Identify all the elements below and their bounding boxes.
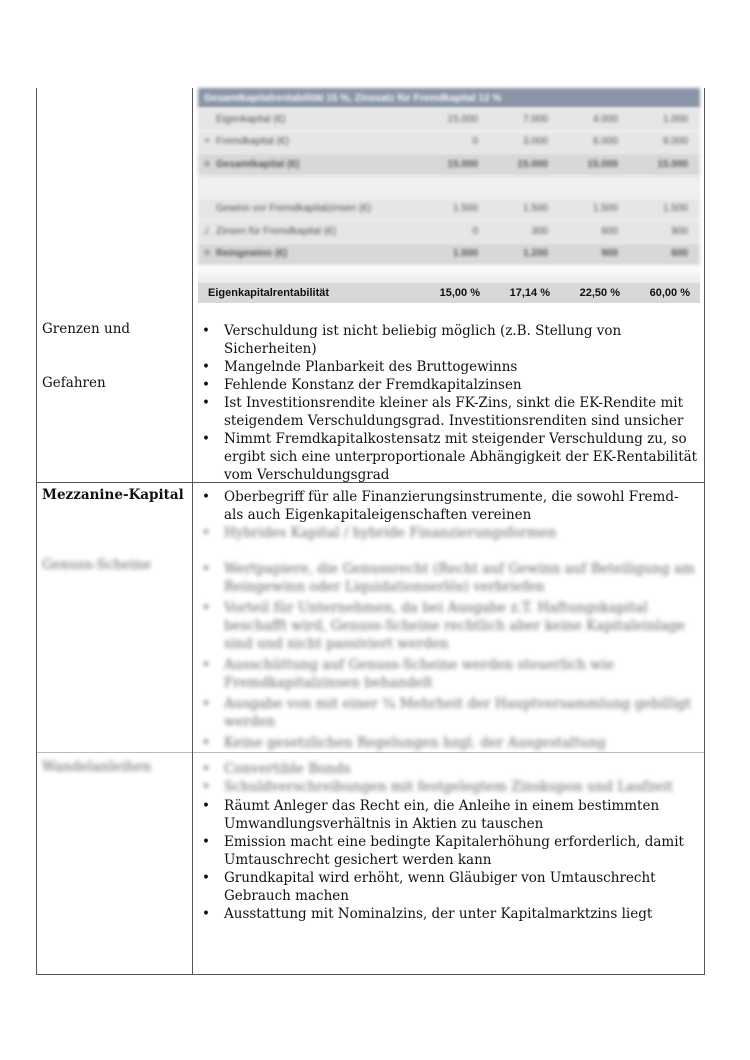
row-operator: ./. <box>202 225 212 237</box>
row-value: 4.000 <box>592 113 618 125</box>
table-row <box>198 153 700 176</box>
row-label: Gewinn vor Fremdkapitalzinsen (€) <box>216 203 372 215</box>
mezzanine-bullet-list <box>200 488 702 542</box>
list-item: • Vorteil für Unternehmen, da bei Ausgabe z.T. Haftungskapital beschafft wird, Genuss-Scheine rechtlich aber keine Kapitaleinlage sind und nicht passiviert werden <box>200 599 702 653</box>
wandel-blurred-bullets <box>200 760 702 796</box>
table-gap <box>198 176 700 198</box>
table-figure-header: Gesamtkapitalrentabilität 15 %, Zinssatz für Fremdkapital 12 % <box>198 88 700 108</box>
list-item: • Keine gesetzlichen Regelungen bzgl. der Ausgestaltung <box>200 734 702 752</box>
section-label-gefahren: Gefahren <box>42 375 106 391</box>
row-operator: = <box>204 158 210 170</box>
table-border-left <box>36 88 37 975</box>
list-item: • Schuldverschreibungen mit festgelegtem Zinskupon und Laufzeit <box>200 778 702 796</box>
list-item: • Oberbegriff für alle Finanzierungsinstrumente, die sowohl Fremd- als auch Eigenkapitaleigenschaften vereinen <box>200 488 702 524</box>
row-label: Reingewinn (€) <box>216 248 288 260</box>
equity-return-value: 60,00 % <box>649 287 690 299</box>
list-item: • Hybrides Kapital / hybride Finanzierungsformen <box>200 524 702 542</box>
row-value: 1.000 <box>662 113 688 125</box>
row-value: 900 <box>671 225 688 237</box>
row-value: 15.000 <box>587 158 618 170</box>
row-value: 6.000 <box>592 136 618 148</box>
list-item: • Grundkapital wird erhöht, wenn Gläubiger von Umtauschrecht Gebrauch machen <box>200 869 702 905</box>
row-value: 600 <box>601 225 618 237</box>
table-row <box>198 198 700 221</box>
section-label-grenzen: Grenzen und <box>42 321 131 337</box>
row-value: 300 <box>531 225 548 237</box>
equity-return-value: 15,00 % <box>439 287 480 299</box>
table-row <box>198 108 700 131</box>
row-value: 1.500 <box>522 203 548 215</box>
row-label: Eigenkapital (€) <box>216 113 286 125</box>
row-value: 1.500 <box>662 203 688 215</box>
row-operator: + <box>204 136 210 148</box>
equity-return-row <box>198 283 700 303</box>
section-label-mezzanine: Mezzanine-Kapital <box>42 487 184 503</box>
list-item: • Ausstattung mit Nominalzins, der unter Kapitalmarktzins liegt <box>200 905 702 923</box>
row-label: Zinsen für Fremdkapital (€) <box>216 225 337 237</box>
table-border-right <box>704 88 705 975</box>
list-item: • Wertpapiere, die Genussrecht (Recht auf Gewinn auf Beteiligung am Reingewinn oder Liquidationserlös) verbriefen <box>200 560 702 596</box>
leverage-table-figure <box>198 88 700 303</box>
list-item: • Verschuldung ist nicht beliebig möglich (z.B. Stellung von Sicherheiten) <box>200 322 702 358</box>
row-value: 1.500 <box>452 248 478 260</box>
list-item: • Mangelnde Planbarkeit des Bruttogewinns <box>200 358 702 376</box>
row-value: 1.200 <box>522 248 548 260</box>
section-label-genuss: Genuss-Scheine <box>42 557 152 573</box>
list-item: • Nimmt Fremdkapitalkostensatz mit steigender Verschuldung zu, so ergibt sich eine unterproportionale Abhängigkeit der EK-Rentabilität vom Verschuldungsgrad <box>200 430 702 484</box>
row-operator: = <box>204 248 210 260</box>
row-value: 15.000 <box>447 158 478 170</box>
row-value: 900 <box>601 248 618 260</box>
section-label-wandel: Wandelanleihen <box>42 759 152 775</box>
equity-return-value: 22,50 % <box>579 287 620 299</box>
table-border-bottom <box>36 974 705 975</box>
list-item: • Ausschüttung auf Genuss-Scheine werden steuerlich wie Fremdkapitalzinsen behandelt <box>200 656 702 692</box>
row-label: Gesamtkapital (€) <box>216 158 300 170</box>
grenzen-bullet-list <box>200 322 702 484</box>
row-value: 15.000 <box>447 113 478 125</box>
list-item: • Fehlende Konstanz der Fremdkapitalzinsen <box>200 376 702 394</box>
row-value: 0 <box>472 136 478 148</box>
equity-return-value: 17,14 % <box>509 287 550 299</box>
row-value: 3.000 <box>522 136 548 148</box>
wandel-bullet-list <box>200 797 702 923</box>
row-value: 9.000 <box>662 136 688 148</box>
row-value: 15.000 <box>657 158 688 170</box>
equity-return-label: Eigenkapitalrentabilität <box>208 287 330 299</box>
row-value: 15.000 <box>517 158 548 170</box>
list-item: • Emission macht eine bedingte Kapitalerhöhung erforderlich, damit Umtauschrecht gesichert werden kann <box>200 833 702 869</box>
table-row <box>198 243 700 266</box>
row-value: 7.000 <box>522 113 548 125</box>
list-item: • Convertible Bonds <box>200 760 702 778</box>
row-label: Fremdkapital (€) <box>216 136 289 148</box>
row-value: 1.500 <box>452 203 478 215</box>
row-value: 0 <box>472 225 478 237</box>
row-value: 1.500 <box>592 203 618 215</box>
table-row <box>198 220 700 243</box>
row-value: 600 <box>671 248 688 260</box>
genuss-bullet-list <box>200 560 702 752</box>
table-row <box>198 131 700 154</box>
list-item: • Ist Investitionsrendite kleiner als FK-Zins, sinkt die EK-Rendite mit steigendem Verschuldungsgrad. Investitionsrenditen sind unsicher <box>200 394 702 430</box>
list-item: • Ausgabe von mit einer ¾ Mehrheit der Hauptversammlung gebilligt werden <box>200 695 702 731</box>
row-divider-2 <box>36 752 705 753</box>
table-border-middle <box>192 88 193 975</box>
table-fade <box>198 265 700 283</box>
list-item: • Räumt Anleger das Recht ein, die Anleihe in einem bestimmten Umwandlungsverhältnis in Aktien zu tauschen <box>200 797 702 833</box>
